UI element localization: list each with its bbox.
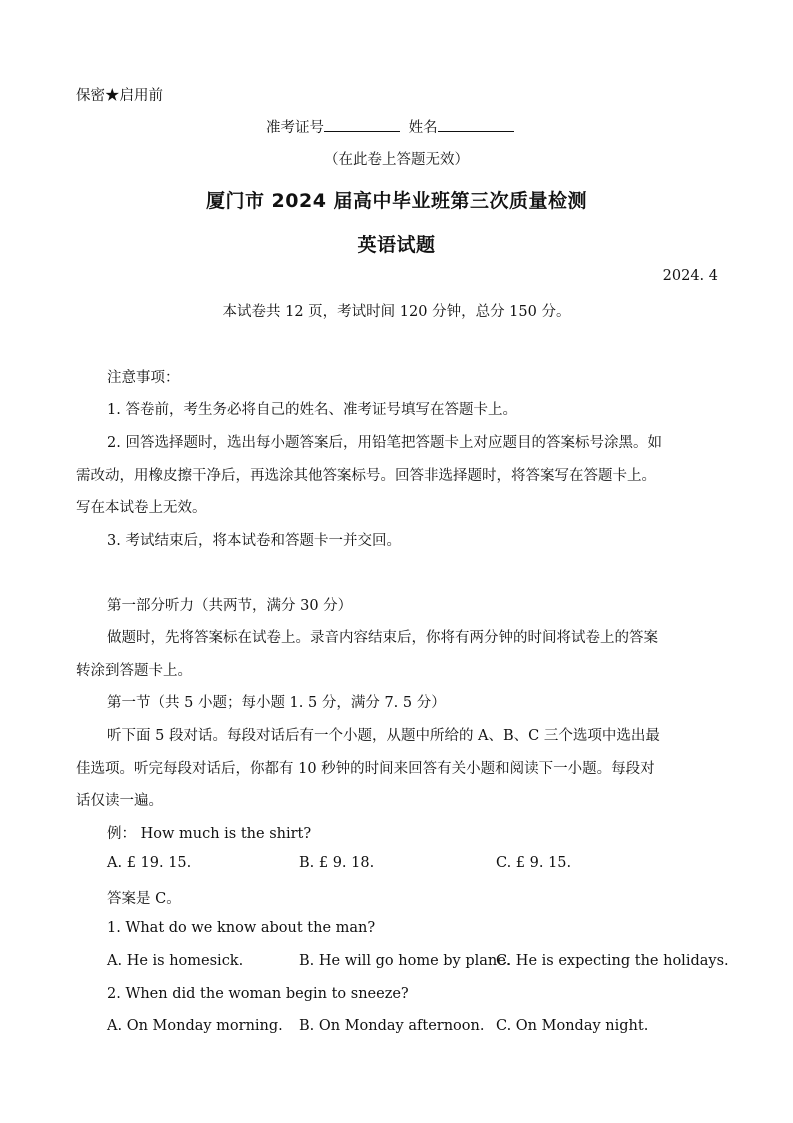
example-option-b: B. £ 9. 18. <box>299 855 375 871</box>
exam-date: 2024. 4 <box>662 268 718 284</box>
instruction-item-2-line-3: 写在本试卷上无效。 <box>76 500 207 516</box>
exam-subject: 英语试题 <box>357 234 436 256</box>
question-2-option-c: C. On Monday night. <box>496 1018 649 1034</box>
section-1-desc-line-3: 话仅读一遍。 <box>76 793 163 809</box>
question-2: 2. When did the woman begin to sneeze? <box>107 986 409 1002</box>
question-1-option-a: A. He is homesick. <box>107 953 244 969</box>
part-1-desc-line-2: 转涂到答题卡上。 <box>76 663 192 679</box>
question-2-option-b: B. On Monday afternoon. <box>299 1018 485 1034</box>
part-1-desc-line-1: 做题时，先将答案标在试卷上。录音内容结束后，你将有两分钟的时间将试卷上的答案 <box>107 630 658 646</box>
section-1-desc-line-2: 佳选项。听完每段对话后，你都有 10 秒钟的时间来回答有关小题和阅读下一小题。每段对 <box>76 761 655 777</box>
example-answer: 答案是 C。 <box>107 891 181 907</box>
example-option-c: C. £ 9. 15. <box>496 855 572 871</box>
ticket-number-label: 准考证号 <box>266 120 324 136</box>
confidential-label: 保密★启用前 <box>76 88 163 104</box>
instruction-item-2-line-1: 2. 回答选择题时，选出每小题答案后，用铅笔把答题卡上对应题目的答案标号涂黑。如 <box>107 435 662 451</box>
instruction-item-3: 3. 考试结束后，将本试卷和答题卡一并交回。 <box>107 533 401 549</box>
ticket-number-blank <box>324 117 400 132</box>
example-option-a: A. £ 19. 15. <box>107 855 192 871</box>
exam-summary: 本试卷共 12 页，考试时间 120 分钟，总分 150 分。 <box>222 304 571 320</box>
instructions-heading: 注意事项： <box>107 370 180 386</box>
question-1-option-c: C. He is expecting the holidays. <box>496 953 729 969</box>
instruction-item-1: 1. 答卷前，考生务必将自己的姓名、准考证号填写在答题卡上。 <box>107 402 517 418</box>
question-1-option-b: B. He will go home by plane. <box>299 953 511 969</box>
name-label: 姓名 <box>408 120 438 136</box>
section-1-desc-line-1: 听下面 5 段对话。每段对话后有一个小题，从题中所给的 A、B、C 三个选项中选出最 <box>107 728 660 744</box>
exam-title: 厦门市 2024 届高中毕业班第三次质量检测 <box>205 190 588 212</box>
name-blank <box>438 117 514 132</box>
question-2-option-a: A. On Monday morning. <box>107 1018 283 1034</box>
part-1-heading: 第一部分听力（共两节，满分 30 分） <box>107 598 353 614</box>
section-1-heading: 第一节（共 5 小题；每小题 1. 5 分，满分 7. 5 分） <box>107 695 446 711</box>
instruction-item-2-line-2: 需改动，用橡皮擦干净后，再选涂其他答案标号。回答非选择题时，将答案写在答题卡上。 <box>76 468 656 484</box>
example-question: 例： How much is the shirt? <box>107 826 312 842</box>
ticket-name-line <box>266 116 518 137</box>
answer-notice: （在此卷上答题无效） <box>324 152 469 168</box>
question-1: 1. What do we know about the man? <box>107 920 376 936</box>
